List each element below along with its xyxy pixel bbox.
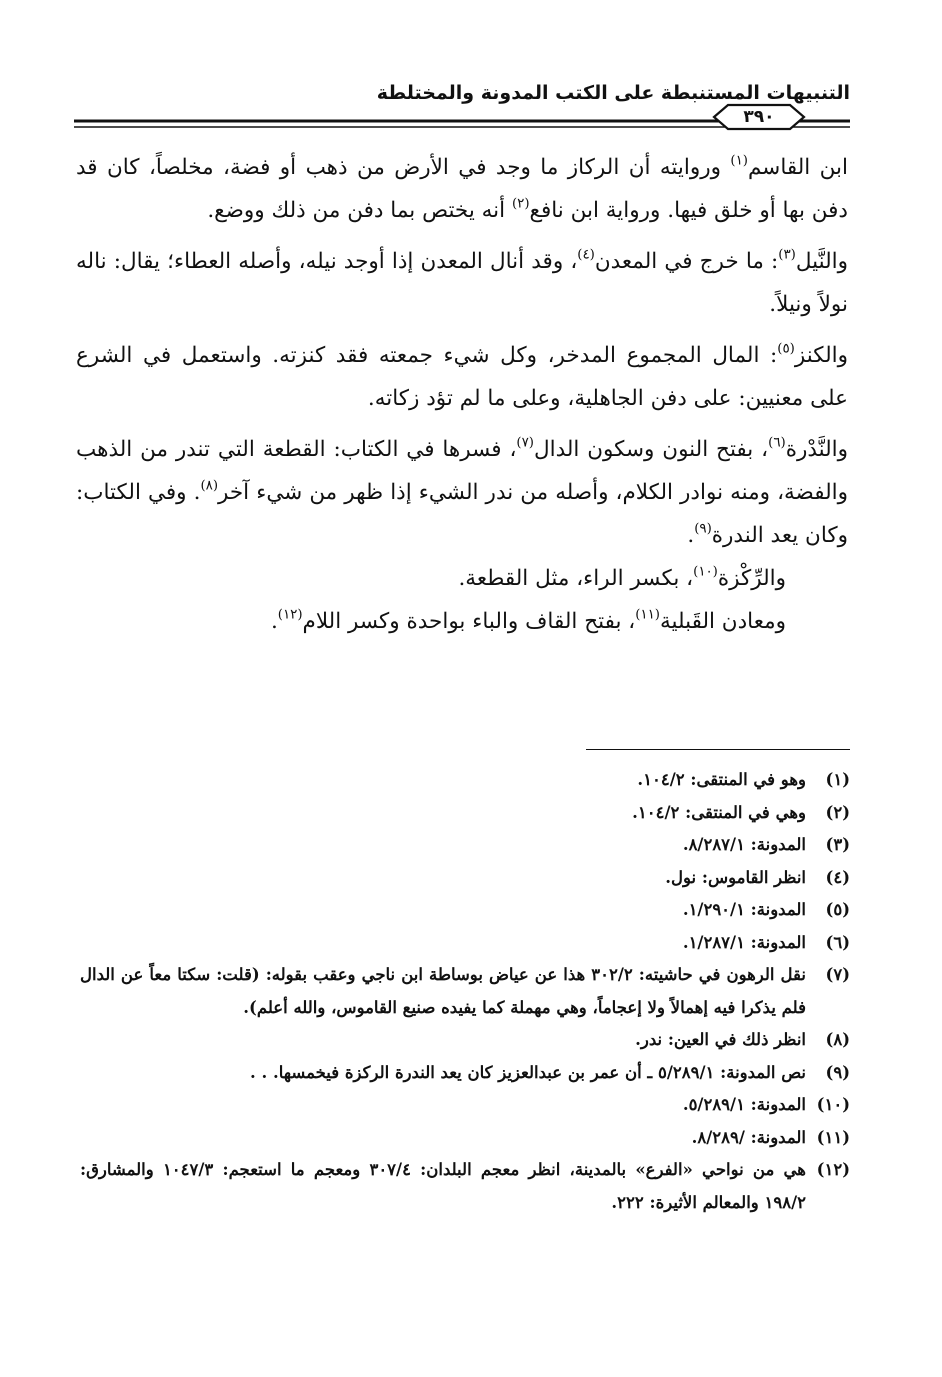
text-run: والكنز xyxy=(794,343,848,368)
footnote-reference: (٤) xyxy=(577,247,595,263)
footnote xyxy=(80,1089,850,1122)
footnote-number: (٨) xyxy=(825,1030,850,1049)
footnote-reference: (١١) xyxy=(635,607,660,623)
footnote-number: (٦) xyxy=(825,932,850,952)
footnote-text: المدونة: /٨/٢٨٩. xyxy=(691,1127,806,1147)
footnote-reference: (٥) xyxy=(777,341,795,357)
footnote-reference: (٢) xyxy=(511,196,530,212)
text-run: : ما خرج في المعدن xyxy=(594,249,779,274)
footnote-text: وهو في المنتقى: ١٠٤/٢. xyxy=(637,770,806,789)
footnote xyxy=(80,829,850,862)
footnote-reference: (١) xyxy=(730,153,748,169)
text-run: . xyxy=(687,523,695,548)
footnote xyxy=(80,764,850,797)
footnote xyxy=(80,1154,850,1219)
footnote-text: المدونة: ٥/٢٨٩/١. xyxy=(682,1095,806,1114)
footnote xyxy=(80,797,850,830)
footnote-text: هي من نواحي «الفرع» بالمدينة، انظر معجم البلدان: ٣٠٧/٤ ومعجم ما استعجم: ١٠٤٧/٣ والمشارق: ١٩٨/٢ والمعالم الأثيرة: ٢٢٢. xyxy=(80,1160,806,1212)
footnote-reference: (٨) xyxy=(200,478,219,494)
footnote-text: انظر ذلك في العين: ندر. xyxy=(635,1030,806,1049)
running-title: التنبيهات المستنبطة على الكتب المدونة والمختلطة xyxy=(376,82,850,104)
paragraph xyxy=(76,240,848,326)
footnote-reference: (٣) xyxy=(778,247,796,263)
footnote-number: (١٠) xyxy=(816,1095,850,1114)
text-run: . وفي الكتاب: وكان يعد الندرة xyxy=(76,480,848,548)
text-run: ، فسرها في الكتاب: القطعة التي تندر من الذهب والفضة، ومنه نوادر الكلام، وأصله من ندر الشيء إذا ظهر من شيء آخر xyxy=(76,437,848,505)
text-run: والرِّكْزة xyxy=(717,566,786,591)
text-run: أنه يختص بما دفن من ذلك ووضع. xyxy=(207,198,512,223)
footnote-separator xyxy=(586,749,850,750)
footnote-reference: (١٢) xyxy=(277,607,303,623)
text-run: والنَّيل xyxy=(795,249,849,274)
paragraph xyxy=(76,428,848,557)
footnote xyxy=(80,1057,850,1090)
footnote xyxy=(80,862,850,895)
text-run: ، بكسر الراء، مثل القطعة. xyxy=(458,566,694,591)
paragraph xyxy=(76,600,848,643)
footnote-number: (١) xyxy=(825,770,850,789)
footnote xyxy=(80,927,850,960)
text-run: . xyxy=(270,609,278,634)
text-run: : المال المجموع المدخر، وكل شيء جمعته فقد كنزته. واستعمل في الشرع على معنيين: على دفن الجاهلية، وعلى ما لم تؤد زكاته. xyxy=(76,343,848,411)
footnote xyxy=(80,959,850,1024)
footnote-text: نقل الرهون في حاشيته: ٣٠٢/٢ هذا عن عياض بوساطة ابن ناجي وعقب بقوله: (قلت: سكتا معاً عن الدال فلم يذكرا فيه إهمالاً ولا إعجاماً، وهي مهملة كما يفيده صنيع القاموس، والله أعلم). xyxy=(80,965,806,1017)
footnote-number: (٩) xyxy=(825,1062,850,1082)
footnote-text: المدونة: ١/٢٨٧/١. xyxy=(682,932,806,952)
footnote xyxy=(80,894,850,927)
footnote-number: (٤) xyxy=(825,867,850,887)
footnote xyxy=(80,1122,850,1155)
text-run: والنَّدْرة xyxy=(785,437,849,462)
footnote-text: المدونة: ١/٢٩٠/١. xyxy=(682,900,806,919)
footnote-text: انظر القاموس: نول. xyxy=(665,867,806,887)
paragraph xyxy=(76,146,848,232)
text-run: ، وقد أنال المعدن إذا أوجد نيله، وأصله العطاء؛ يقال: ناله نولاً ونيلاً. xyxy=(76,249,848,317)
footnote-text: المدونة: ٨/٢٨٧/١. xyxy=(682,835,806,854)
text-run: وروايته أن الركاز ما وجد في الأرض من ذهب أو فضة، مخلصاً، كان قد دفن بها أو خلق فيها. ورواية ابن نافع xyxy=(76,155,848,223)
footnote xyxy=(80,1024,850,1057)
footnote-number: (١٢) xyxy=(816,1160,850,1179)
paragraph xyxy=(76,557,848,600)
footnote-number: (٥) xyxy=(825,900,850,919)
footnote-reference: (٩) xyxy=(694,521,712,537)
footnote-text: وهي في المنتقى: ١٠٤/٢. xyxy=(632,802,806,822)
footnotes-list xyxy=(80,764,850,1219)
text-run: ابن القاسم xyxy=(748,155,849,180)
text-run: ومعادن القَبلية xyxy=(659,609,786,634)
footnote-number: (٣) xyxy=(825,835,850,854)
footnote-number: (٧) xyxy=(825,965,850,984)
paragraph xyxy=(76,334,848,420)
footnote-text: نص المدونة: ٥/٢٨٩/١ ـ أن عمر بن عبدالعزيز كان يعد الندرة الركزة فيخمسها. . . xyxy=(250,1062,806,1082)
footnote-reference: (٧) xyxy=(516,435,534,451)
body-text xyxy=(76,146,848,643)
footnote-reference: (٦) xyxy=(768,435,786,451)
text-run: ، بفتح القاف والباء بواحدة وكسر اللام xyxy=(302,609,636,634)
page-number: ٣٩٠ xyxy=(743,107,775,127)
footnote-number: (٢) xyxy=(825,802,850,822)
footnote-reference: (١٠) xyxy=(693,564,718,580)
text-run: ، بفتح النون وسكون الدال xyxy=(533,437,769,462)
footnote-number: (١١) xyxy=(816,1127,850,1147)
